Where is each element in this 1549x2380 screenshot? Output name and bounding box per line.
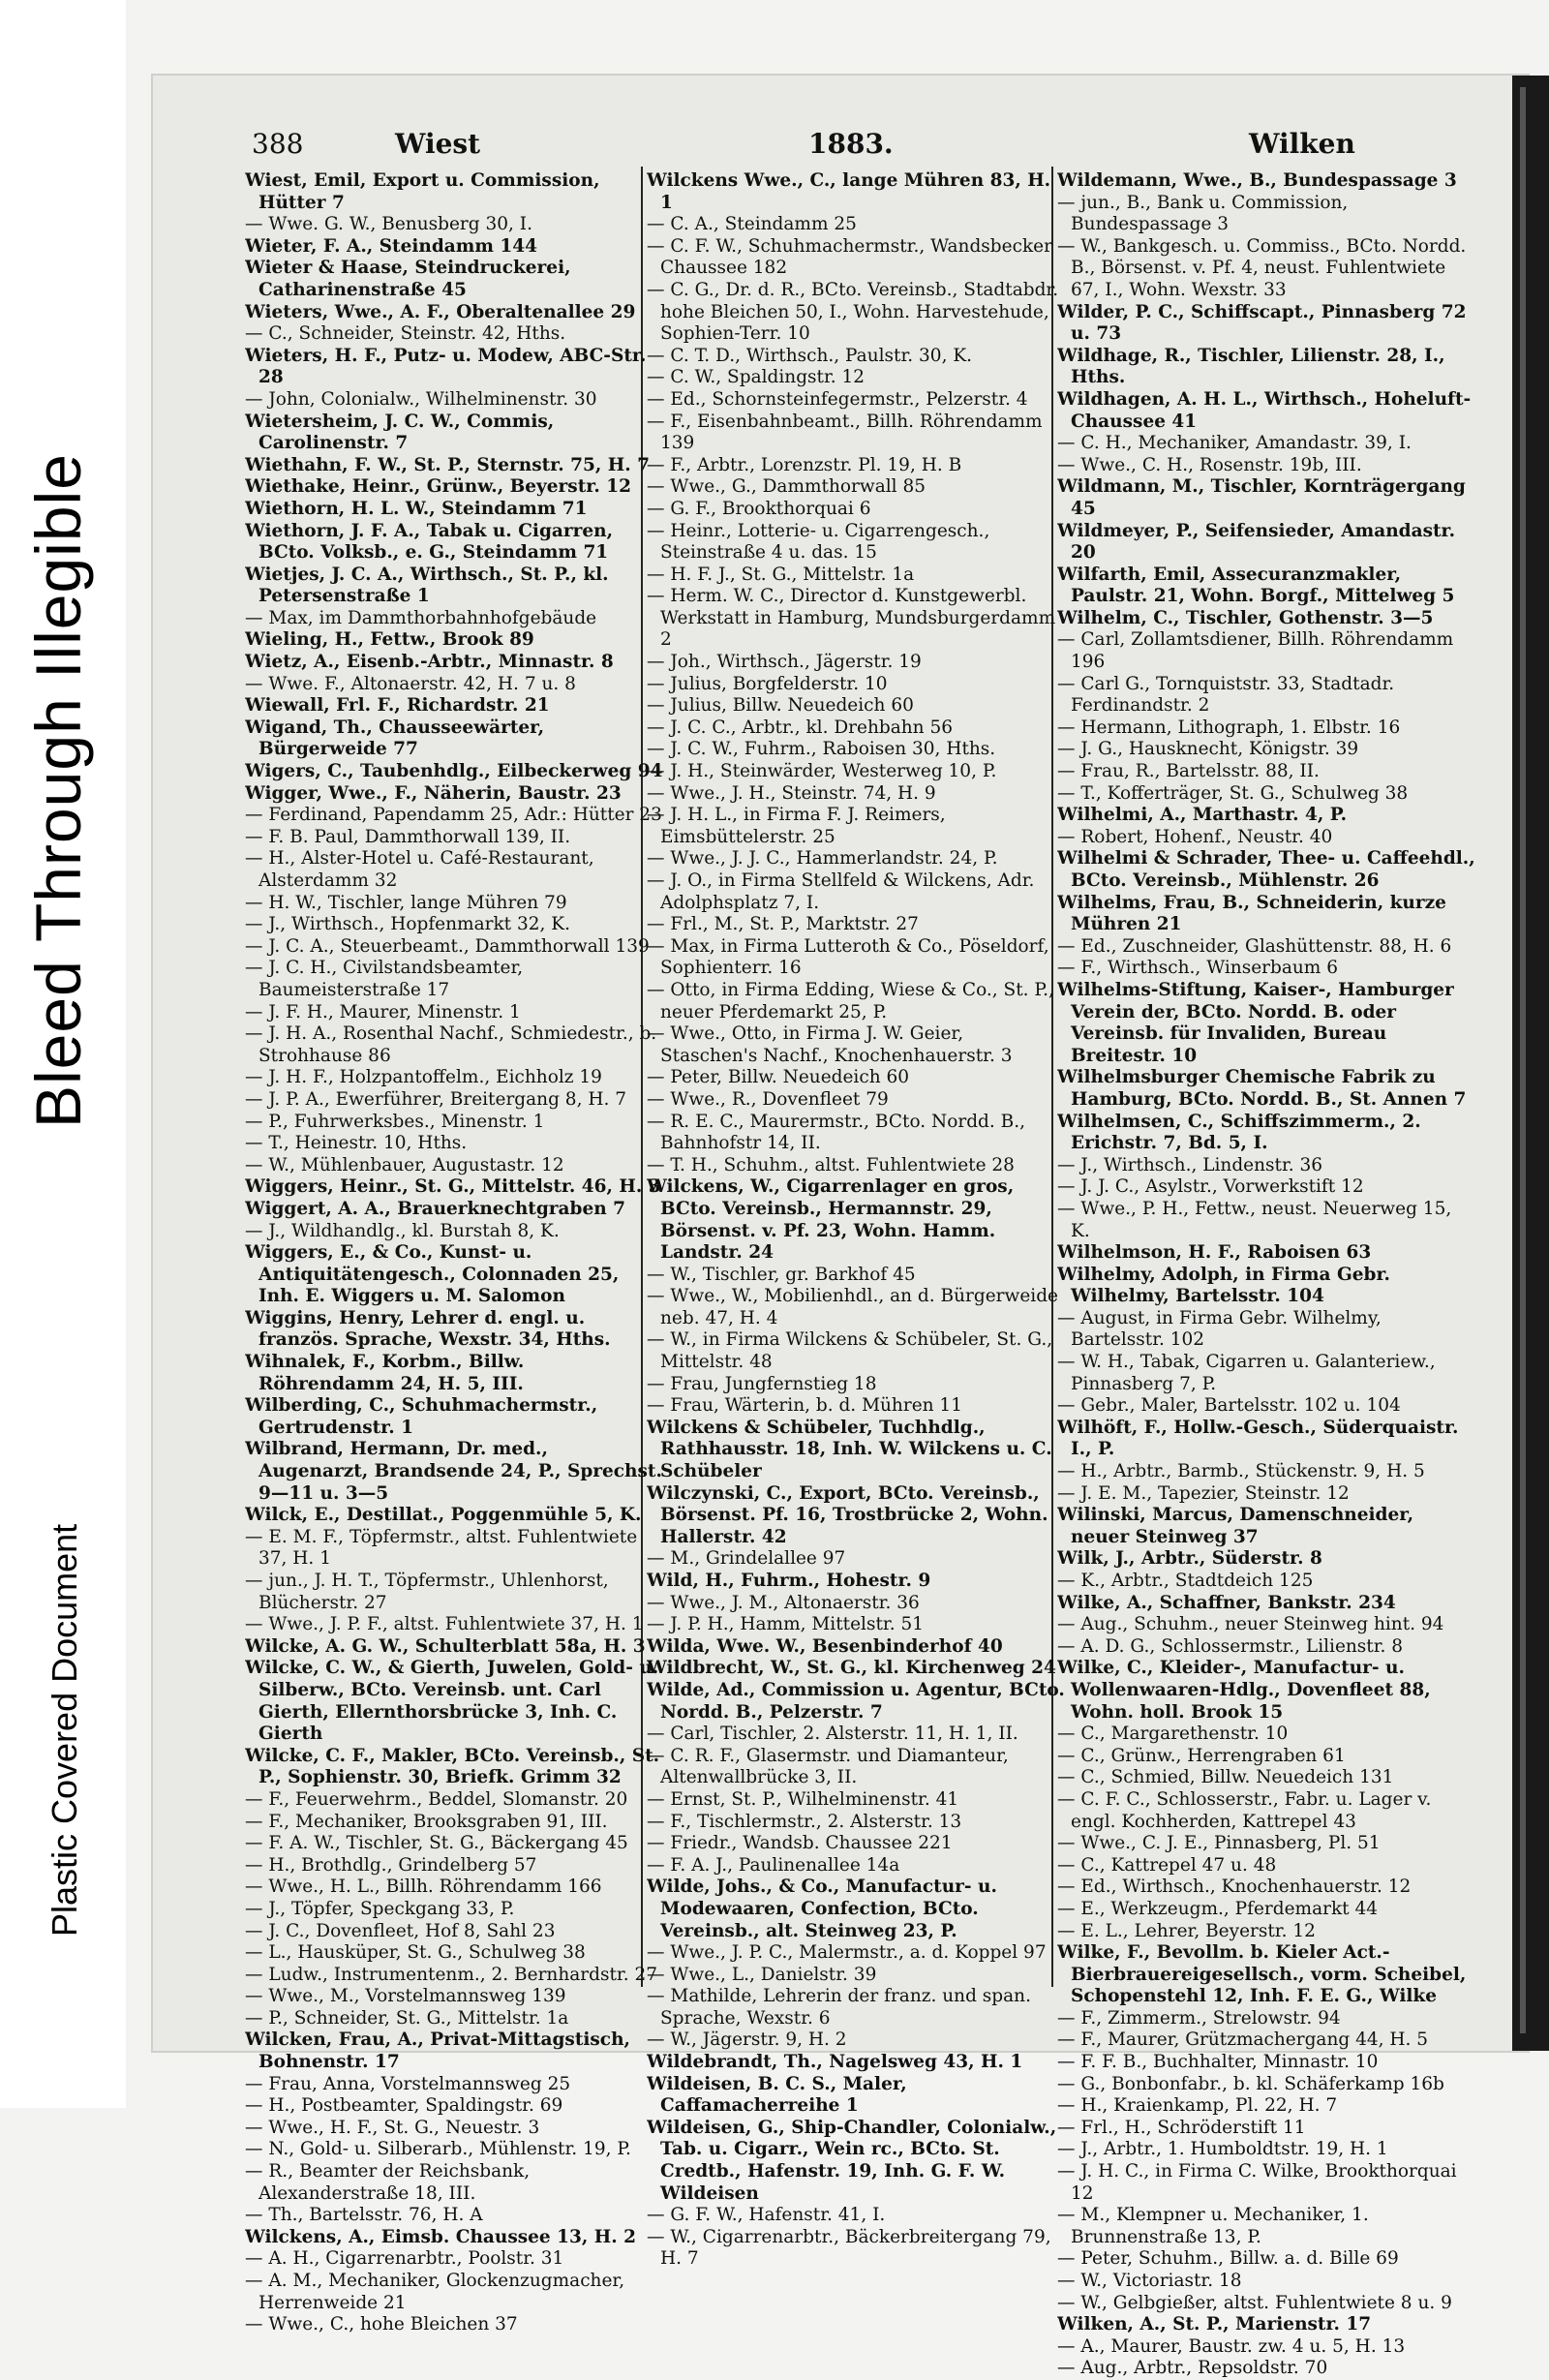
directory-entry: — Friedr., Wandsb. Chaussee 221	[647, 1833, 953, 1854]
directory-entry: — Heinr., Lotterie- u. Cigarrengesch., Steinstraße 4 u. das. 15	[647, 520, 990, 564]
directory-entry: — A. M., Mechaniker, Glockenzugmacher, Herrenweide 21	[245, 2271, 625, 2313]
scan-label-plastic: Plastic Covered Document	[45, 1523, 84, 1937]
directory-entry: Wilhelms, Frau, B., Schneiderin, kurze Mühren 21	[1057, 892, 1446, 935]
directory-entry: — Wwe., M., Vorstelmannsweg 139	[245, 1986, 566, 2007]
directory-entry: — Ernst, St. P., Wilhelminenstr. 41	[647, 1788, 959, 1810]
directory-entry: Wilberding, C., Schuhmachermstr., Gertrudenstr. 1	[245, 1395, 598, 1438]
directory-entry: — J. C. W., Fuhrm., Raboisen 30, Hths.	[647, 739, 996, 760]
directory-entry: Wilckens & Schübeler, Tuchhdlg., Rathhausstr. 18, Inh. W. Wilckens u. C. Schübeler	[647, 1417, 1052, 1482]
directory-entry: — C. F. W., Schuhmachermstr., Wandsbecker Chaussee 182	[647, 235, 1052, 279]
directory-entry: — H., Alster-Hotel u. Café-Restaurant, Alsterdamm 32	[245, 848, 594, 891]
directory-entry: — Herm. W. C., Director d. Kunstgewerbl. Werkstatt in Hamburg, Mundsburgerdamm 2	[647, 586, 1056, 651]
directory-entry: Wilhelmy, Adolph, in Firma Gebr. Wilhelmy, Bartelsstr. 104	[1057, 1264, 1390, 1307]
directory-entry: — H. W., Tischler, lange Mühren 79	[245, 892, 567, 913]
directory-entry: Wiethake, Heinr., Grünw., Beyerstr. 12	[245, 476, 631, 498]
directory-entry: Wilcke, C. F., Makler, BCto. Vereinsb., St. P., Sophienstr. 30, Briefk. Grimm 32	[245, 1745, 660, 1788]
directory-entry: Wilhelm, C., Tischler, Gothenstr. 3—5	[1057, 607, 1434, 628]
scan-label-bleed: Bleed Through Illegible	[22, 453, 94, 1128]
directory-entry: Wilhelmsburger Chemische Fabrik zu Hamburg, BCto. Nordd. B., St. Annen 7	[1057, 1067, 1467, 1110]
directory-entry: — Carl, Tischler, 2. Alsterstr. 11, H. 1, II.	[647, 1724, 1018, 1745]
directory-entry: — H., Arbtr., Barmb., Stückenstr. 9, H. 5	[1057, 1461, 1425, 1482]
directory-entry: — Wwe., H. L., Billh. Röhrendamm 166	[245, 1877, 602, 1898]
directory-entry: — G. F. W., Hafenstr. 41, I.	[647, 2205, 886, 2226]
directory-entry: Wieter, F. A., Steindamm 144	[245, 235, 537, 257]
directory-entry: Wildemann, Wwe., B., Bundespassage 3	[1057, 170, 1457, 191]
directory-entry: Wiggers, Heinr., St. G., Mittelstr. 46, H. 3	[245, 1176, 661, 1198]
directory-entry: Wild, H., Fuhrm., Hohestr. 9	[647, 1571, 931, 1591]
directory-entry: — H. F. J., St. G., Mittelstr. 1a	[647, 564, 915, 585]
directory-entry: Wilckens Wwe., C., lange Mühren 83, H. 1	[647, 170, 1051, 213]
directory-entry: — J. P. A., Ewerführer, Breitergang 8, H. 7	[245, 1088, 626, 1110]
directory-entry: — F., Feuerwehrm., Beddel, Slomanstr. 20	[245, 1788, 628, 1810]
directory-entry: — J. O., in Firma Stellfeld & Wilckens, Adr. Adolphsplatz 7, I.	[647, 870, 1035, 913]
directory-entry: — C. T. D., Wirthsch., Paulstr. 30, K.	[647, 345, 973, 366]
directory-entry: Wigand, Th., Chausseewärter, Bürgerweide 77	[245, 717, 545, 760]
directory-entry: — T., Kofferträger, St. G., Schulweg 38	[1057, 782, 1409, 804]
directory-entry: — Wwe., J. P. F., altst. Fuhlentwiete 37, H. 1	[245, 1614, 644, 1635]
directory-entry: Wilcke, C. W., & Gierth, Juwelen, Gold- u. Silberw., BCto. Vereinsb. unt. Carl Gierth, Ellernthorsbrücke 3, Inh. C. Gierth	[245, 1658, 659, 1745]
directory-entry: Wilckens, A., Eimsb. Chaussee 13, H. 2	[245, 2226, 637, 2247]
directory-entry: — W., Jägerstr. 9, H. 2	[647, 2029, 847, 2051]
directory-entry: Wildeisen, G., Ship-Chandler, Colonialw., Tab. u. Cigarr., Wein rc., BCto. St. Credtb., Hafenstr. 19, Inh. G. F. W. Wildeisen	[647, 2117, 1057, 2204]
directory-entry: — Th., Bartelsstr. 76, H. A	[245, 2205, 483, 2226]
directory-entry: Wilhelmi, A., Marthastr. 4, P.	[1057, 805, 1348, 826]
directory-entry: — J. P. H., Hamm, Mittelstr. 51	[647, 1614, 925, 1635]
directory-entry: Wiewall, Frl. F., Richardstr. 21	[245, 695, 550, 717]
directory-entry: Wilck, E., Destillat., Poggenmühle 5, K.	[245, 1505, 642, 1526]
directory-entry: Wieters, Wwe., A. F., Oberaltenallee 29	[245, 301, 636, 322]
directory-entry: — J. H. A., Rosenthal Nachf., Schmiedestr., b. Strohhause 86	[245, 1023, 657, 1066]
directory-entry: — Ludw., Instrumentenm., 2. Bernhardstr. 27	[245, 1964, 658, 1985]
directory-entry: Wigger, Wwe., F., Näherin, Baustr. 23	[245, 782, 622, 804]
directory-entry: — F. F. B., Buchhalter, Minnastr. 10	[1057, 2052, 1379, 2073]
directory-entry: Wietjes, J. C. A., Wirthsch., St. P., kl. Petersenstraße 1	[245, 564, 609, 607]
directory-entry: — L., Hausküper, St. G., Schulweg 38	[245, 1942, 586, 1964]
directory-entry: — C. R. F., Glasermstr. und Diamanteur, Altenwallbrücke 3, II.	[647, 1745, 1009, 1788]
directory-entry: — P., Schneider, St. G., Mittelstr. 1a	[245, 2007, 569, 2029]
directory-entry: Wilbrand, Hermann, Dr. med., Augenarzt, Brandsende 24, P., Sprechst. 9—11 u. 3—5	[245, 1439, 662, 1504]
directory-entry: — jun., B., Bank u. Commission, Bundespassage 3	[1057, 192, 1349, 235]
directory-entry: Wildeisen, B. C. S., Maler, Caffamacherreihe 1	[647, 2073, 907, 2117]
directory-entry: Wilke, C., Kleider-, Manufactur- u. Wollenwaaren-Hdlg., Dovenfleet 88, Wohn. holl. Brook 15	[1057, 1658, 1431, 1723]
directory-entry: — G., Bonbonfabr., b. kl. Schäferkamp 16b	[1057, 2073, 1444, 2094]
directory-entry: — Max, im Dammthorbahnhofgebäude	[245, 607, 597, 628]
directory-entry: Wilken, A., St. P., Marienstr. 17	[1057, 2314, 1372, 2335]
directory-entry: Wiest, Emil, Export u. Commission, Hütter 7	[245, 170, 600, 213]
directory-entry: — T. H., Schuhm., altst. Fuhlentwiete 28	[647, 1154, 1015, 1175]
directory-entry: Wilder, P. C., Schiffscapt., Pinnasberg 72 u. 73	[1057, 301, 1467, 345]
directory-entry: — Frau, Wärterin, b. d. Mühren 11	[647, 1395, 962, 1417]
directory-entry: Wilczynski, C., Export, BCto. Vereinsb., Börsenst. Pf. 16, Trostbrücke 2, Wohn. Hallerstr. 42	[647, 1482, 1048, 1547]
directory-entry: — K., Arbtr., Stadtdeich 125	[1057, 1571, 1314, 1591]
directory-entry: — A., Maurer, Baustr. zw. 4 u. 5, H. 13	[1057, 2335, 1406, 2357]
directory-entry: — Ed., Schornsteinfegermstr., Pelzerstr. 4	[647, 388, 1028, 410]
directory-entry: — J., Arbtr., 1. Humboldtstr. 19, H. 1	[1057, 2139, 1388, 2160]
directory-entry: — Julius, Billw. Neuedeich 60	[647, 695, 914, 717]
directory-entry: — Frau, R., Bartelsstr. 88, II.	[1057, 761, 1320, 782]
directory-entry: — Ferdinand, Papendamm 25, Adr.: Hütter 23	[245, 805, 662, 826]
directory-entry: — J. H. L., in Firma F. J. Reimers, Eimsbüttelerstr. 25	[647, 805, 946, 847]
directory-entry: Wilke, A., Schaffner, Bankstr. 234	[1057, 1592, 1396, 1613]
directory-entry: — M., Grindelallee 97	[647, 1548, 846, 1570]
directory-entry: — W., Mühlenbauer, Augustastr. 12	[245, 1154, 564, 1175]
directory-entry: — H., Postbeamter, Spaldingstr. 69	[245, 2095, 563, 2117]
directory-entry: Wietersheim, J. C. W., Commis, Carolinenstr. 7	[245, 411, 555, 454]
scan-label-strip	[0, 0, 126, 2108]
directory-entry: — E., Werkzeugm., Pferdemarkt 44	[1057, 1898, 1379, 1919]
directory-entry: — Frl., H., Schröderstift 11	[1057, 2117, 1306, 2138]
directory-entry: Wiggers, E., & Co., Kunst- u. Antiquitätengesch., Colonnaden 25, Inh. E. Wiggers u. M. Salomon	[245, 1242, 620, 1307]
directory-column-2	[647, 170, 1065, 2270]
directory-entry: — J. H. F., Holzpantoffelm., Eichholz 19	[245, 1067, 602, 1088]
directory-entry: — R. E. C., Maurermstr., BCto. Nordd. B., Bahnhofstr 14, II.	[647, 1111, 1025, 1154]
directory-entry: Wilckens, W., Cigarrenlager en gros, BCto. Vereinsb., Hermannstr. 29, Börsenst. v. Pf. 23, Wohn. Hamm. Landstr. 24	[647, 1176, 1015, 1264]
directory-entry: — Aug., Schuhm., neuer Steinweg hint. 94	[1057, 1614, 1444, 1635]
header-left-word: Wiest	[395, 128, 481, 160]
directory-entry: — Peter, Billw. Neuedeich 60	[647, 1067, 910, 1088]
directory-entry: — Frau, Anna, Vorstelmannsweg 25	[245, 2073, 571, 2094]
directory-entry: — Wwe., G., Dammthorwall 85	[647, 476, 926, 498]
directory-entry: — Wwe., P. H., Fettw., neust. Neuerweg 15, K.	[1057, 1198, 1452, 1241]
directory-entry: — J. F. H., Maurer, Minenstr. 1	[245, 1001, 521, 1022]
directory-entry: — Wwe., H. F., St. G., Neuestr. 3	[245, 2117, 540, 2138]
directory-entry: Wilda, Wwe. W., Besenbinderhof 40	[647, 1635, 1003, 1657]
directory-entry: — Otto, in Firma Edding, Wiese & Co., St. P., neuer Pferdemarkt 25, P.	[647, 979, 1054, 1022]
directory-entry: — Carl G., Tornquiststr. 33, Stadtadr. Ferdinandstr. 2	[1057, 673, 1395, 717]
directory-entry: — F., Eisenbahnbeamt., Billh. Röhrendamm 139	[647, 411, 1043, 454]
directory-entry: — Frl., M., St. P., Marktstr. 27	[647, 914, 919, 935]
directory-entry: — T., Heinestr. 10, Hths.	[245, 1133, 468, 1154]
directory-entry: — Julius, Borgfelderstr. 10	[647, 673, 888, 694]
directory-entry: Wildbrecht, W., St. G., kl. Kirchenweg 24	[647, 1658, 1056, 1679]
directory-entry: — F. A. J., Paulinenallee 14a	[647, 1854, 900, 1876]
directory-entry: Wiethorn, H. L. W., Steindamm 71	[245, 498, 588, 519]
directory-entry: — Max, in Firma Lutteroth & Co., Pöseldorf, Sophienterr. 16	[647, 935, 1049, 979]
directory-entry: — C. A., Steindamm 25	[647, 214, 857, 235]
directory-entry: — C., Kattrepel 47 u. 48	[1057, 1854, 1277, 1876]
directory-entry: — J. C. C., Arbtr., kl. Drehbahn 56	[647, 717, 953, 738]
directory-entry: Wiethahn, F. W., St. P., Sternstr. 75, H. 7	[245, 454, 650, 475]
page-header	[0, 128, 1549, 163]
directory-entry: — jun., J. H. T., Töpfermstr., Uhlenhorst, Blücherstr. 27	[245, 1571, 609, 1613]
directory-entry: — Mathilde, Lehrerin der franz. und span. Sprache, Wexstr. 6	[647, 1986, 1031, 2029]
directory-entry: — Wwe., C. H., Rosenstr. 19b, III.	[1057, 454, 1362, 475]
directory-entry: — W., in Firma Wilckens & Schübeler, St. G., Mittelstr. 48	[647, 1329, 1053, 1373]
directory-entry: Wilinski, Marcus, Damenschneider, neuer Steinweg 37	[1057, 1505, 1414, 1547]
directory-entry: Wilfarth, Emil, Assecuranzmakler, Paulstr. 21, Wohn. Borgf., Mittelweg 5	[1057, 564, 1455, 607]
directory-entry: — John, Colonialw., Wilhelminenstr. 30	[245, 388, 597, 410]
directory-entry: — Ed., Wirthsch., Knochenhauerstr. 12	[1057, 1877, 1412, 1898]
directory-entry: Wilde, Ad., Commission u. Agentur, BCto. Nordd. B., Pelzerstr. 7	[647, 1679, 1065, 1723]
directory-entry: — A. D. G., Schlossermstr., Lilienstr. 8	[1057, 1635, 1404, 1657]
directory-entry: Wieling, H., Fettw., Brook 89	[245, 629, 534, 651]
directory-entry: — J., Wirthsch., Hopfenmarkt 32, K.	[245, 914, 570, 935]
directory-entry: — F., Tischlermstr., 2. Alsterstr. 13	[647, 1811, 962, 1832]
directory-entry: — F., Mechaniker, Brooksgraben 91, III.	[245, 1811, 608, 1832]
directory-entry: — Peter, Schuhm., Billw. a. d. Bille 69	[1057, 2248, 1399, 2270]
directory-entry: — Aug., Arbtr., Repsoldstr. 70	[1057, 2358, 1328, 2379]
directory-entry: — J. H. C., in Firma C. Wilke, Brookthorquai 12	[1057, 2161, 1457, 2204]
directory-entry: Wiggert, A. A., Brauerknechtgraben 7	[245, 1198, 625, 1219]
directory-entry: — F., Zimmerm., Strelowstr. 94	[1057, 2007, 1341, 2029]
directory-column-1	[245, 170, 663, 2335]
directory-entry: — F., Arbtr., Lorenzstr. Pl. 19, H. B	[647, 454, 962, 475]
directory-entry: — Frau, Jungfernstieg 18	[647, 1373, 877, 1394]
directory-entry: — Wwe., J. P. C., Malermstr., a. d. Koppel 97	[647, 1942, 1047, 1964]
directory-entry: — J., Wildhandlg., kl. Burstah 8, K.	[245, 1220, 560, 1241]
directory-entry: — Wwe., J. M., Altonaerstr. 36	[647, 1592, 920, 1613]
directory-entry: — A. H., Cigarrenarbtr., Poolstr. 31	[245, 2248, 564, 2270]
directory-entry: — Wwe., J. J. C., Hammerlandstr. 24, P.	[647, 848, 998, 870]
directory-entry: — N., Gold- u. Silberarb., Mühlenstr. 19, P.	[245, 2139, 631, 2160]
directory-entry: — J. C. A., Steuerbeamt., Dammthorwall 139	[245, 935, 650, 957]
page-edge-shadow	[1512, 76, 1549, 2051]
directory-entry: — G. F., Brookthorquai 6	[647, 498, 871, 519]
directory-entry: — Joh., Wirthsch., Jägerstr. 19	[647, 652, 922, 673]
directory-entry: — E. L., Lehrer, Beyerstr. 12	[1057, 1920, 1316, 1941]
directory-entry: — H., Brothdlg., Grindelberg 57	[245, 1854, 537, 1876]
directory-entry: — J. C., Dovenfleet, Hof 8, Sahl 23	[245, 1920, 556, 1941]
directory-entry: — C., Margarethenstr. 10	[1057, 1724, 1289, 1745]
directory-entry: — F., Wirthsch., Winserbaum 6	[1057, 958, 1338, 979]
directory-entry: — Ed., Zuschneider, Glashüttenstr. 88, H. 6	[1057, 935, 1452, 957]
directory-entry: Wildhage, R., Tischler, Lilienstr. 28, I., Hths.	[1057, 345, 1445, 388]
directory-column-3	[1057, 170, 1475, 2379]
directory-entry: Wigers, C., Taubenhdlg., Eilbeckerweg 94	[245, 761, 663, 782]
directory-entry: — C., Grünw., Herrengraben 61	[1057, 1745, 1346, 1766]
directory-entry: Wildebrandt, Th., Nagelsweg 43, H. 1	[647, 2052, 1023, 2073]
directory-entry: — Carl, Zollamtsdiener, Billh. Röhrendamm 196	[1057, 629, 1454, 673]
page-number: 388	[252, 128, 304, 160]
directory-entry: — C. H., Mechaniker, Amandastr. 39, I.	[1057, 433, 1412, 454]
directory-entry: Wildmann, M., Tischler, Kornträgergang 45	[1057, 476, 1466, 519]
directory-entry: — W., Gelbgießer, altst. Fuhlentwiete 8 u. 9	[1057, 2292, 1452, 2313]
directory-entry: — R., Beamter der Reichsbank, Alexanderstraße 18, III.	[245, 2161, 531, 2204]
directory-entry: — Robert, Hohenf., Neustr. 40	[1057, 826, 1333, 847]
directory-entry: — C., Schneider, Steinstr. 42, Hths.	[245, 323, 566, 345]
directory-entry: — J. C. H., Civilstandsbeamter, Baumeisterstraße 17	[245, 958, 524, 1000]
header-right-word: Wilken	[1249, 128, 1355, 160]
directory-entry: — J. J. C., Asylstr., Vorwerkstift 12	[1057, 1176, 1364, 1198]
directory-entry: — C., Schmied, Billw. Neuedeich 131	[1057, 1767, 1394, 1788]
directory-entry: — J. E. M., Tapezier, Steinstr. 12	[1057, 1482, 1350, 1504]
directory-entry: — J. H., Steinwärder, Westerweg 10, P.	[647, 761, 997, 782]
directory-entry: Wieters, H. F., Putz- u. Modew, ABC-Str. 28	[245, 345, 647, 388]
directory-entry: — Wwe., R., Dovenfleet 79	[647, 1088, 889, 1110]
directory-entry: — C. W., Spaldingstr. 12	[647, 367, 866, 388]
directory-entry: Wieter & Haase, Steindruckerei, Catharinenstraße 45	[245, 258, 571, 300]
directory-entry: — Wwe., J. H., Steinstr. 74, H. 9	[647, 782, 936, 804]
directory-entry: — Gebr., Maler, Bartelsstr. 102 u. 104	[1057, 1395, 1401, 1417]
directory-entry: Wildhagen, A. H. L., Wirthsch., Hoheluft-Chaussee 41	[1057, 388, 1472, 432]
directory-entry: Wilhelmson, H. F., Raboisen 63	[1057, 1242, 1372, 1264]
directory-entry: — Hermann, Lithograph, 1. Elbstr. 16	[1057, 717, 1401, 738]
header-year: 1883.	[808, 128, 894, 160]
directory-entry: — Wwe., L., Danielstr. 39	[647, 1964, 877, 1985]
directory-entry: — W., Victoriastr. 18	[1057, 2271, 1242, 2291]
directory-entry: — M., Klempner u. Mechaniker, 1. Brunnenstraße 13, P.	[1057, 2205, 1369, 2247]
directory-entry: — E. M. F., Töpfermstr., altst. Fuhlentwiete 37, H. 1	[245, 1526, 638, 1570]
directory-entry: Wiggins, Henry, Lehrer d. engl. u. französ. Sprache, Wexstr. 34, Hths.	[245, 1307, 611, 1351]
directory-entry: — Wwe., C., hohe Bleichen 37	[245, 2314, 518, 2335]
directory-entry: Wietz, A., Eisenb.-Arbtr., Minnastr. 8	[245, 652, 614, 673]
directory-entry: Wihnalek, F., Korbm., Billw. Röhrendamm 24, H. 5, III.	[245, 1352, 525, 1394]
directory-entry: — P., Fuhrwerksbes., Minenstr. 1	[245, 1111, 545, 1132]
directory-entry: Wilhöft, F., Hollw.-Gesch., Süderquaistr. I., P.	[1057, 1417, 1459, 1460]
directory-entry: — C. F. C., Schlosserstr., Fabr. u. Lager v. engl. Kochherden, Kattrepel 43	[1057, 1788, 1432, 1832]
directory-entry: Wilhelmsen, C., Schiffszimmerm., 2. Erichstr. 7, Bd. 5, I.	[1057, 1111, 1421, 1154]
directory-entry: — Wwe., Otto, in Firma J. W. Geier, Staschen's Nachf., Knochenhauerstr. 3	[647, 1023, 1013, 1066]
directory-entry: — Wwe., W., Mobilienhdl., an d. Bürgerweide neb. 47, H. 4	[647, 1286, 1059, 1328]
directory-entry: — C. G., Dr. d. R., BCto. Vereinsb., Stadtabdr. hohe Bleichen 50, I., Wohn. Harvestehude, Sophien-Terr. 10	[647, 279, 1059, 345]
directory-entry: — J., Töpfer, Speckgang 33, P.	[245, 1898, 515, 1919]
directory-entry: Wilcken, Frau, A., Privat-Mittagstisch, Bohnenstr. 17	[245, 2029, 630, 2073]
directory-entry: — J., Wirthsch., Lindenstr. 36	[1057, 1154, 1323, 1175]
directory-entry: Wilcke, A. G. W., Schulterblatt 58a, H. 3	[245, 1635, 646, 1657]
directory-entry: — F., Maurer, Grützmachergang 44, H. 5	[1057, 2029, 1429, 2051]
directory-entry: — Wwe., C. J. E., Pinnasberg, Pl. 51	[1057, 1833, 1381, 1854]
page-edge-line	[1520, 87, 1526, 2033]
directory-entry: — Wwe. F., Altonaerstr. 42, H. 7 u. 8	[245, 673, 576, 694]
directory-entry: — F. B. Paul, Dammthorwall 139, II.	[245, 826, 571, 847]
directory-entry: Wilhelmi & Schrader, Thee- u. Caffeehdl., BCto. Vereinsb., Mühlenstr. 26	[1057, 848, 1475, 891]
directory-entry: — W., Tischler, gr. Barkhof 45	[647, 1264, 916, 1285]
directory-entry: — W. H., Tabak, Cigarren u. Galanteriew., Pinnasberg 7, P.	[1057, 1352, 1436, 1394]
directory-entry: Wildmeyer, P., Seifensieder, Amandastr. 20	[1057, 520, 1456, 564]
directory-entry: Wilde, Johs., & Co., Manufactur- u. Modewaaren, Confection, BCto. Vereinsb., alt. Steinweg 23, P.	[647, 1877, 997, 1941]
directory-entry: — August, in Firma Gebr. Wilhelmy, Bartelsstr. 102	[1057, 1307, 1382, 1351]
directory-entry: — W., Bankgesch. u. Commiss., BCto. Nordd. B., Börsenst. v. Pf. 4, neust. Fuhlentwiete 67, I., Wohn. Wexstr. 33	[1057, 235, 1467, 300]
directory-entry: — J. G., Hausknecht, Königstr. 39	[1057, 739, 1359, 760]
directory-entry: Wiethorn, J. F. A., Tabak u. Cigarren, BCto. Volksb., e. G., Steindamm 71	[245, 520, 614, 564]
directory-entry: Wilhelms-Stiftung, Kaiser-, Hamburger Verein der, BCto. Nordd. B. oder Vereinsb. für Invaliden, Bureau Breitestr. 10	[1057, 979, 1454, 1066]
directory-entry: — Wwe. G. W., Benusberg 30, I.	[245, 214, 532, 235]
scan-label-cut	[0, 1716, 2, 1995]
directory-entry: Wilke, F., Bevollm. b. Kieler Act.-Bierbrauereigesellsch., vorm. Scheibel, Schopenstehl 12, Inh. F. E. G., Wilke	[1057, 1942, 1467, 2007]
directory-entry: — H., Kraienkamp, Pl. 22, H. 7	[1057, 2095, 1338, 2117]
directory-entry: — W., Cigarrenarbtr., Bäckerbreitergang 79, H. 7	[647, 2226, 1051, 2270]
directory-entry: — F. A. W., Tischler, St. G., Bäckergang 45	[245, 1833, 628, 1854]
directory-entry: Wilk, J., Arbtr., Süderstr. 8	[1057, 1548, 1322, 1570]
